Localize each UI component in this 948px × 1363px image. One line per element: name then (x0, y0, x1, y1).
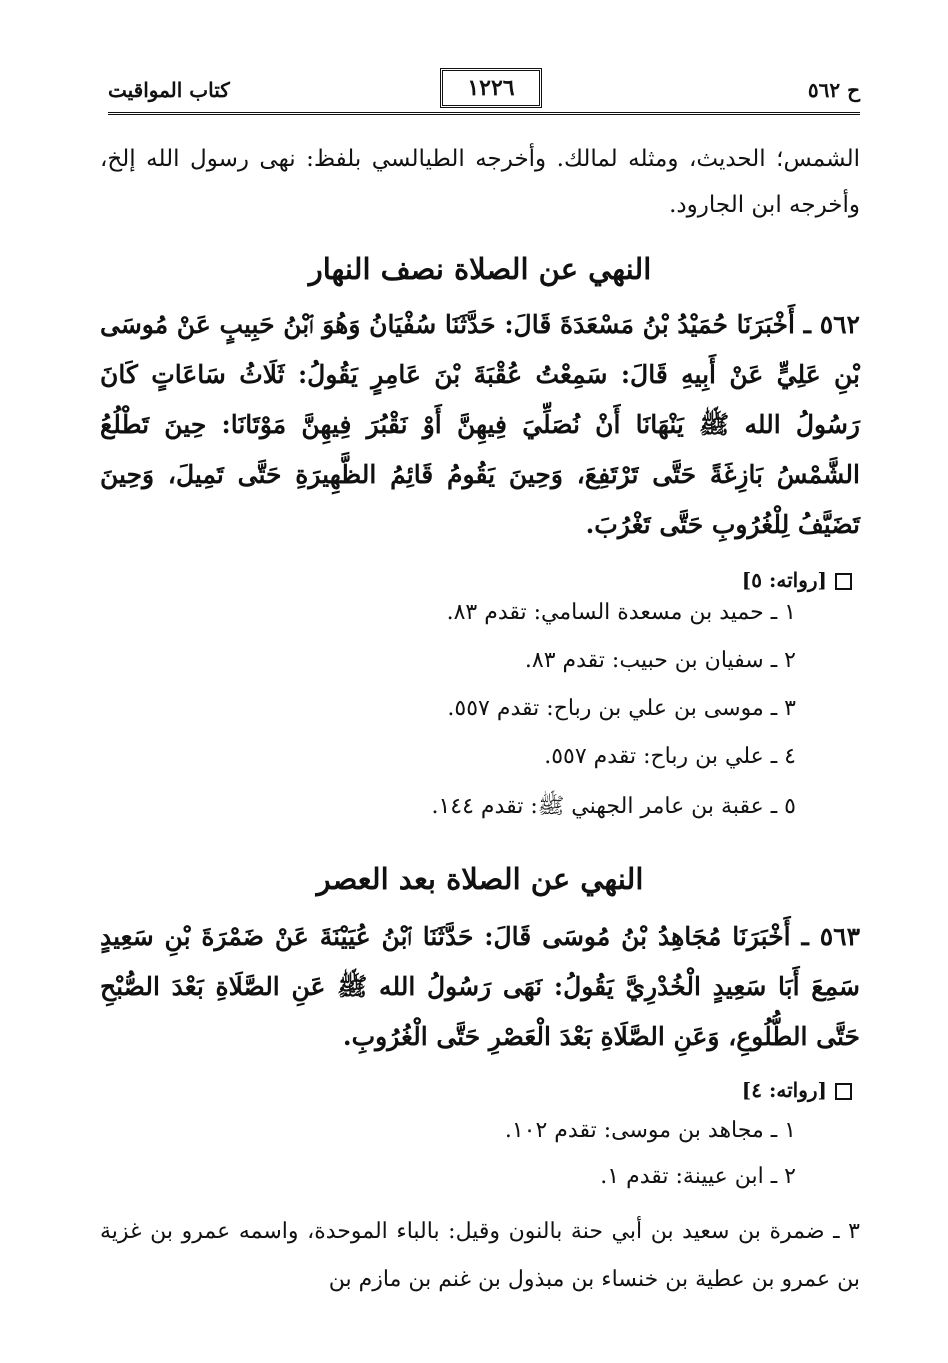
narrator-item: ٤ ـ علي بن رباح: تقدم ٥٥٧. (544, 744, 796, 769)
hadith-reference: ح ٥٦٢ (807, 78, 860, 102)
narrator-item-3: ٣ ـ ضمرة بن سعيد بن أبي حنة بالنون وقيل: بالباء الموحدة، واسمه عمرو بن غزية بن عمرو بن عطية بن خنساء بن مبذول بن غنم بن مازم بن (100, 1219, 860, 1292)
narrator-item: ٢ ـ ابن عيينة: تقدم ١. (600, 1164, 796, 1189)
narrators-label: [رواته: ٤] (741, 1078, 827, 1102)
hadith-563: ٥٦٣ ـ أَخْبَرَنَا مُجَاهِدُ بْنُ مُوسَى قَالَ: حَدَّثَنَا ٱبْنُ عُيَيْنَةَ عَنْ ضَمْرَةَ بْنِ سَعِيدٍ سَمِعَ أَبَا سَعِيدٍ الْخُدْرِيَّ يَقُولُ: نَهَى رَسُولُ الله ﷺ عَنِ الصَّلَاةِ بَعْدَ الصُّبْحِ حَتَّى الطُّلُوعِ، وَعَنِ الصَّلَاةِ بَعْدَ الْعَصْرِ حَتَّى الْغُرُوبِ. (100, 922, 861, 1051)
book-title: كتاب المواقيت (108, 78, 230, 102)
page-header (108, 72, 860, 112)
narrator-item: ١ ـ حميد بن مسعدة السامي: تقدم ٨٣. (446, 600, 796, 625)
section-title-2: النهي عن الصلاة بعد العصر (316, 862, 644, 896)
narrator-item: ٣ ـ موسى بن علي بن رباح: تقدم ٥٥٧. (447, 696, 796, 721)
narrator-item: ١ ـ مجاهد بن موسى: تقدم ١٠٢. (504, 1118, 796, 1143)
narrator-item: ٢ ـ سفيان بن حبيب: تقدم ٨٣. (524, 648, 796, 673)
narrators-heading-1 (742, 568, 852, 592)
narrator-item: ٥ ـ عقبة بن عامر الجهني ﷺ: تقدم ١٤٤. (431, 794, 796, 819)
checkbox-square-icon (835, 573, 852, 590)
hadith-562: ٥٦٢ ـ أَخْبَرَنَا حُمَيْدُ بْنُ مَسْعَدَةَ قَالَ: حَدَّثَنَا سُفْيَانُ وَهُوَ ٱبْنُ حَبِيبٍ عَنْ مُوسَى بْنِ عَلِيٍّ عَنْ أَبِيهِ قَالَ: سَمِعْتُ عُقْبَةَ بْنَ عَامِرٍ يَقُولُ: ثَلَاثُ سَاعَاتٍ كَانَ رَسُولُ الله ﷺ يَنْهَانَا أَنْ نُصَلِّيَ فِيهِنَّ أَوْ نَقْبُرَ فِيهِنَّ مَوْتَانَا: حِينَ تَطْلُعُ الشَّمْسُ بَازِغَةً حَتَّى تَرْتَفِعَ، وَحِينَ يَقُومُ قَائِمُ الظَّهِيرَةِ حَتَّى تَمِيلَ، وَحِينَ تَضَيَّفُ لِلْغُرُوبِ حَتَّى تَغْرُبَ. (100, 310, 860, 539)
page-number: ١٢٢٦ (440, 68, 542, 108)
section-title-1: النهي عن الصلاة نصف النهار (308, 252, 652, 286)
header-divider (108, 112, 860, 115)
checkbox-square-icon (835, 1083, 852, 1100)
intro-paragraph: الشمس؛ الحديث، ومثله لمالك. وأخرجه الطيالسي بلفظ: نهى رسول الله إلخ، وأخرجه ابن الجارود. (100, 146, 860, 218)
narrators-heading-2 (742, 1078, 852, 1102)
narrators-label: [رواته: ٥] (741, 568, 827, 592)
